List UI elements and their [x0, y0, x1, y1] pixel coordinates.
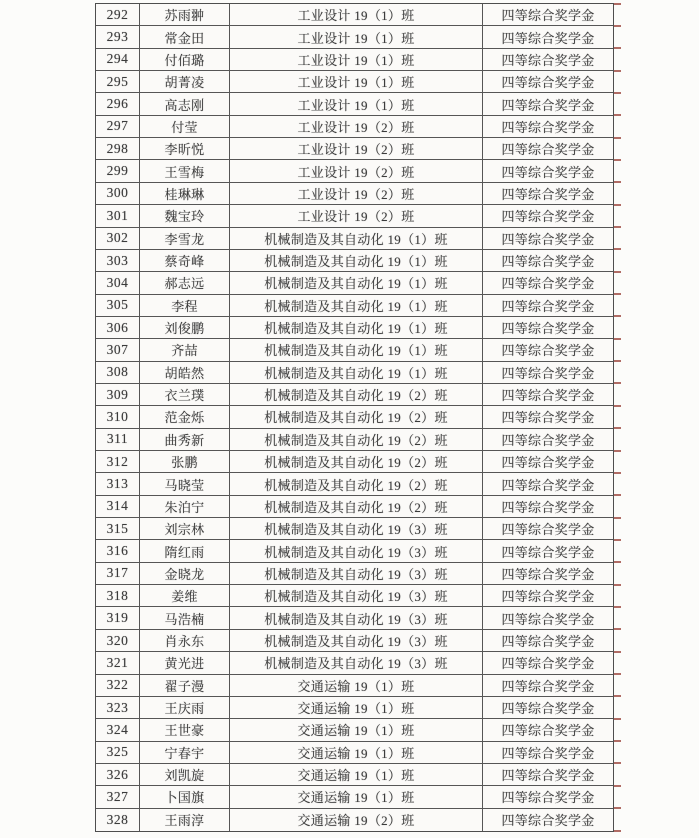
student-name-cell: 高志刚	[140, 93, 230, 114]
row-number-cell: 300	[96, 183, 140, 204]
row-number-cell: 308	[96, 362, 140, 383]
red-row-mark	[614, 740, 621, 742]
award-cell: 四等综合奖学金	[501, 566, 595, 582]
student-name-cell: 常金田	[140, 26, 230, 47]
student-name-cell: 蔡奇峰	[140, 250, 230, 271]
red-row-mark	[614, 718, 621, 720]
red-row-mark	[614, 271, 621, 273]
red-row-mark	[614, 427, 621, 429]
class-cell: 交通运输 19（1）班	[230, 697, 483, 718]
class-cell: 机械制造及其自动化 19（2）班	[230, 406, 483, 427]
red-row-mark	[614, 315, 621, 317]
student-name-cell: 王雨淳	[140, 809, 230, 831]
row-number-cell: 323	[96, 697, 140, 718]
class-cell: 工业设计 19（2）班	[230, 116, 483, 137]
red-row-mark	[614, 494, 621, 496]
row-number-cell: 318	[96, 585, 140, 606]
table-row	[96, 607, 613, 629]
award-cell: 四等综合奖学金	[501, 254, 595, 270]
class-cell: 交通运输 19（1）班	[230, 675, 483, 696]
table-row	[96, 630, 613, 652]
table-row	[96, 585, 613, 607]
row-number-cell: 303	[96, 250, 140, 271]
row-number-cell: 301	[96, 205, 140, 226]
award-cell: 四等综合奖学金	[501, 678, 595, 694]
award-cell: 四等综合奖学金	[501, 790, 595, 806]
table-row	[96, 138, 613, 160]
row-number-cell: 297	[96, 116, 140, 137]
student-name-cell: 刘俊鹏	[140, 317, 230, 338]
class-cell: 工业设计 19（1）班	[230, 93, 483, 114]
award-cell: 四等综合奖学金	[501, 432, 595, 448]
class-cell: 机械制造及其自动化 19（1）班	[230, 317, 483, 338]
row-number-cell: 317	[96, 563, 140, 584]
award-cell: 四等综合奖学金	[501, 30, 595, 46]
class-cell: 工业设计 19（2）班	[230, 138, 483, 159]
award-cell: 四等综合奖学金	[501, 499, 595, 515]
table-row	[96, 160, 613, 182]
table-row	[96, 473, 613, 495]
red-row-mark	[614, 561, 621, 563]
award-cell: 四等综合奖学金	[501, 142, 595, 158]
student-name-cell: 刘凯旋	[140, 764, 230, 785]
student-name-cell: 苏雨翀	[140, 4, 230, 25]
red-row-mark	[614, 450, 621, 452]
award-cell: 四等综合奖学金	[501, 410, 595, 426]
student-name-cell: 胡皓然	[140, 362, 230, 383]
row-number-cell: 321	[96, 652, 140, 673]
row-number-cell: 299	[96, 160, 140, 181]
table-row	[96, 697, 613, 719]
class-cell: 交通运输 19（1）班	[230, 742, 483, 763]
table-row	[96, 183, 613, 205]
award-cell: 四等综合奖学金	[501, 164, 595, 180]
table-row	[96, 406, 613, 428]
award-cell: 四等综合奖学金	[501, 455, 595, 471]
table-row	[96, 295, 613, 317]
student-name-cell: 刘宗林	[140, 518, 230, 539]
row-number-cell: 298	[96, 138, 140, 159]
award-cell: 四等综合奖学金	[501, 656, 595, 672]
award-cell: 四等综合奖学金	[501, 365, 595, 381]
red-row-mark	[614, 382, 621, 384]
student-name-cell: 金晓龙	[140, 563, 230, 584]
award-cell: 四等综合奖学金	[501, 119, 595, 135]
table-row	[96, 339, 613, 361]
table-row	[96, 384, 613, 406]
student-name-cell: 卜国旗	[140, 786, 230, 807]
student-name-cell: 胡菁凌	[140, 71, 230, 92]
student-name-cell: 桂琳琳	[140, 183, 230, 204]
red-row-mark	[614, 293, 621, 295]
red-row-mark	[614, 47, 621, 49]
red-row-mark	[614, 181, 621, 183]
row-number-cell: 316	[96, 540, 140, 561]
award-cell: 四等综合奖学金	[501, 8, 595, 24]
student-name-cell: 肖永东	[140, 630, 230, 651]
class-cell: 机械制造及其自动化 19（2）班	[230, 429, 483, 450]
award-cell: 四等综合奖学金	[501, 75, 595, 91]
class-cell: 工业设计 19（1）班	[230, 49, 483, 70]
red-row-mark	[614, 405, 621, 407]
red-row-mark	[614, 830, 621, 832]
row-number-cell: 313	[96, 473, 140, 494]
row-number-cell: 305	[96, 295, 140, 316]
student-name-cell: 朱泊宁	[140, 496, 230, 517]
row-number-cell: 328	[96, 809, 140, 831]
red-row-mark	[614, 204, 621, 206]
award-cell: 四等综合奖学金	[501, 723, 595, 739]
class-cell: 交通运输 19（2）班	[230, 809, 483, 831]
row-number-cell: 311	[96, 429, 140, 450]
award-cell: 四等综合奖学金	[501, 522, 595, 538]
row-number-cell: 320	[96, 630, 140, 651]
table-row	[96, 49, 613, 71]
red-row-mark	[614, 651, 621, 653]
table-row	[96, 764, 613, 786]
class-cell: 交通运输 19（1）班	[230, 719, 483, 740]
red-row-mark	[614, 673, 621, 675]
red-row-mark	[614, 226, 621, 228]
class-cell: 机械制造及其自动化 19（1）班	[230, 250, 483, 271]
red-row-mark	[614, 92, 621, 94]
table-row	[96, 272, 613, 294]
student-name-cell: 范金烁	[140, 406, 230, 427]
row-number-cell: 324	[96, 719, 140, 740]
award-cell: 四等综合奖学金	[501, 768, 595, 784]
student-name-cell: 曲秀新	[140, 429, 230, 450]
red-row-mark	[614, 628, 621, 630]
award-cell: 四等综合奖学金	[501, 343, 595, 359]
red-row-mark	[614, 137, 621, 139]
red-row-mark	[614, 517, 621, 519]
class-cell: 工业设计 19（2）班	[230, 160, 483, 181]
student-name-cell: 李雪龙	[140, 228, 230, 249]
table-row	[96, 719, 613, 741]
table-row	[96, 518, 613, 540]
award-cell: 四等综合奖学金	[501, 52, 595, 68]
class-cell: 机械制造及其自动化 19（2）班	[230, 496, 483, 517]
red-row-mark	[614, 785, 621, 787]
award-cell: 四等综合奖学金	[501, 321, 595, 337]
red-row-mark	[614, 70, 621, 72]
student-name-cell: 宁春宇	[140, 742, 230, 763]
red-row-mark	[614, 762, 621, 764]
table-row	[96, 809, 613, 831]
class-cell: 机械制造及其自动化 19（2）班	[230, 384, 483, 405]
table-row	[96, 451, 613, 473]
award-cell: 四等综合奖学金	[501, 209, 595, 225]
class-cell: 工业设计 19（2）班	[230, 205, 483, 226]
row-number-cell: 293	[96, 26, 140, 47]
row-number-cell: 325	[96, 742, 140, 763]
class-cell: 机械制造及其自动化 19（3）班	[230, 630, 483, 651]
table-row	[96, 362, 613, 384]
red-row-mark	[614, 539, 621, 541]
class-cell: 机械制造及其自动化 19（1）班	[230, 339, 483, 360]
class-cell: 工业设计 19（1）班	[230, 26, 483, 47]
student-name-cell: 黄光进	[140, 652, 230, 673]
table-row	[96, 652, 613, 674]
class-cell: 交通运输 19（1）班	[230, 786, 483, 807]
row-number-cell: 326	[96, 764, 140, 785]
student-name-cell: 马浩楠	[140, 607, 230, 628]
award-cell: 四等综合奖学金	[501, 186, 595, 202]
red-row-mark	[614, 159, 621, 161]
red-row-mark	[614, 25, 621, 27]
scholarship-table	[95, 3, 614, 832]
student-name-cell: 齐喆	[140, 339, 230, 360]
student-name-cell: 张鹏	[140, 451, 230, 472]
table-row	[96, 228, 613, 250]
student-name-cell: 王庆雨	[140, 697, 230, 718]
student-name-cell: 翟子漫	[140, 675, 230, 696]
table-row	[96, 205, 613, 227]
award-cell: 四等综合奖学金	[501, 813, 595, 829]
red-row-mark	[614, 248, 621, 250]
class-cell: 机械制造及其自动化 19（3）班	[230, 563, 483, 584]
class-cell: 机械制造及其自动化 19（1）班	[230, 362, 483, 383]
red-row-mark	[614, 807, 621, 809]
class-cell: 机械制造及其自动化 19（2）班	[230, 451, 483, 472]
red-row-mark	[614, 114, 621, 116]
table-row	[96, 563, 613, 585]
student-name-cell: 隋红雨	[140, 540, 230, 561]
table-row	[96, 4, 613, 26]
row-number-cell: 304	[96, 272, 140, 293]
award-cell: 四等综合奖学金	[501, 544, 595, 560]
red-row-mark	[614, 360, 621, 362]
award-cell: 四等综合奖学金	[501, 276, 595, 292]
table-row	[96, 540, 613, 562]
row-number-cell: 302	[96, 228, 140, 249]
student-name-cell: 魏宝玲	[140, 205, 230, 226]
table-row	[96, 742, 613, 764]
class-cell: 工业设计 19（1）班	[230, 4, 483, 25]
class-cell: 工业设计 19（1）班	[230, 71, 483, 92]
student-name-cell: 付佰璐	[140, 49, 230, 70]
student-name-cell: 郝志远	[140, 272, 230, 293]
student-name-cell: 马晓莹	[140, 473, 230, 494]
student-name-cell: 李程	[140, 295, 230, 316]
row-number-cell: 310	[96, 406, 140, 427]
student-name-cell: 王世豪	[140, 719, 230, 740]
row-number-cell: 307	[96, 339, 140, 360]
row-number-cell: 314	[96, 496, 140, 517]
table-row	[96, 26, 613, 48]
table-row	[96, 250, 613, 272]
row-number-cell: 292	[96, 4, 140, 25]
table-row	[96, 71, 613, 93]
award-cell: 四等综合奖学金	[501, 97, 595, 113]
award-cell: 四等综合奖学金	[501, 701, 595, 717]
red-row-mark	[614, 606, 621, 608]
row-number-cell: 306	[96, 317, 140, 338]
award-cell: 四等综合奖学金	[501, 477, 595, 493]
class-cell: 机械制造及其自动化 19（3）班	[230, 540, 483, 561]
row-number-cell: 322	[96, 675, 140, 696]
class-cell: 机械制造及其自动化 19（3）班	[230, 652, 483, 673]
table-row	[96, 675, 613, 697]
student-name-cell: 王雪梅	[140, 160, 230, 181]
table-row	[96, 116, 613, 138]
row-number-cell: 295	[96, 71, 140, 92]
table-row	[96, 429, 613, 451]
class-cell: 机械制造及其自动化 19（3）班	[230, 518, 483, 539]
row-number-cell: 296	[96, 93, 140, 114]
award-cell: 四等综合奖学金	[501, 611, 595, 627]
award-cell: 四等综合奖学金	[501, 388, 595, 404]
red-row-mark	[614, 472, 621, 474]
award-cell: 四等综合奖学金	[501, 745, 595, 761]
student-name-cell: 付莹	[140, 116, 230, 137]
row-number-cell: 315	[96, 518, 140, 539]
class-cell: 机械制造及其自动化 19（1）班	[230, 228, 483, 249]
class-cell: 交通运输 19（1）班	[230, 764, 483, 785]
class-cell: 机械制造及其自动化 19（1）班	[230, 295, 483, 316]
table-row	[96, 496, 613, 518]
red-row-mark	[614, 338, 621, 340]
award-cell: 四等综合奖学金	[501, 634, 595, 649]
row-number-cell: 294	[96, 49, 140, 70]
row-number-cell: 319	[96, 607, 140, 628]
table-row	[96, 786, 613, 808]
red-row-mark	[614, 695, 621, 697]
class-cell: 机械制造及其自动化 19（3）班	[230, 607, 483, 628]
award-cell: 四等综合奖学金	[501, 589, 595, 605]
student-name-cell: 姜维	[140, 585, 230, 606]
student-name-cell: 李昕悦	[140, 138, 230, 159]
red-row-mark	[614, 584, 621, 586]
row-number-cell: 327	[96, 786, 140, 807]
table-row	[96, 93, 613, 115]
award-cell: 四等综合奖学金	[501, 298, 595, 314]
table-row	[96, 317, 613, 339]
class-cell: 工业设计 19（2）班	[230, 183, 483, 204]
class-cell: 机械制造及其自动化 19（1）班	[230, 272, 483, 293]
row-number-cell: 309	[96, 384, 140, 405]
row-number-cell: 312	[96, 451, 140, 472]
award-cell: 四等综合奖学金	[501, 231, 595, 247]
class-cell: 机械制造及其自动化 19（3）班	[230, 585, 483, 606]
class-cell: 机械制造及其自动化 19（2）班	[230, 473, 483, 494]
student-name-cell: 衣兰璞	[140, 384, 230, 405]
